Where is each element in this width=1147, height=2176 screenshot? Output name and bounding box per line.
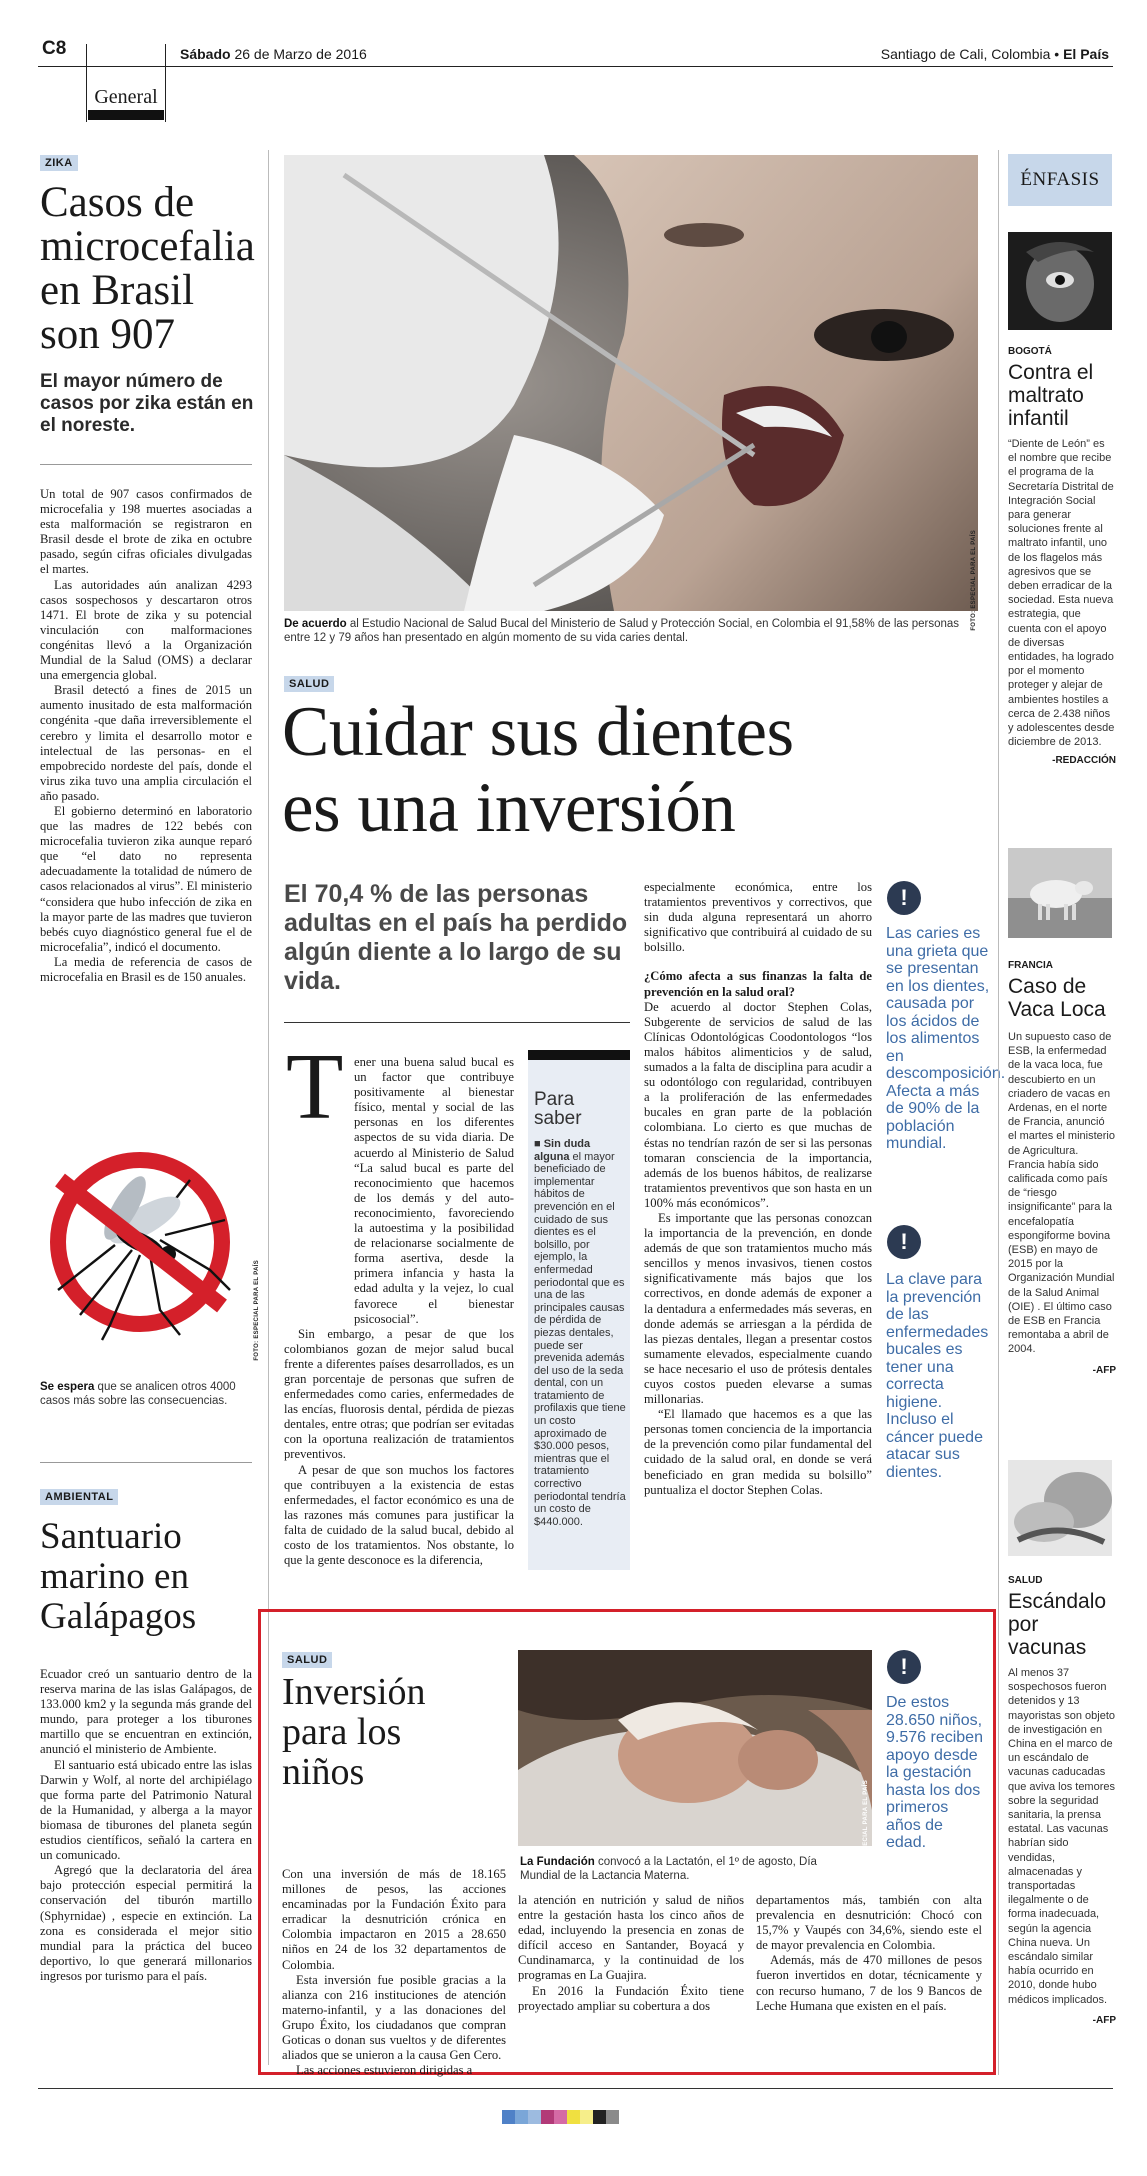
sidebar-item-bogota [1008,346,1116,766]
section-label: General [94,86,158,108]
color-swatch [580,2110,593,2124]
ninos-kicker: SALUD [282,1652,332,1668]
sidebar-headline [1008,361,1116,430]
paragraph: De acuerdo al doctor Stephen Colas, Subgerente de servicios de salud de las Clínicas Odontológicas Coodontologos “los malos hábitos alimenticios y de salud, sumados a la falta de disciplina para acudir a su odontólogo con regularidad, contribuyen a la proliferación de las enfermedades bucales en gran parte de la población colombiana. Lo cierto es que muchas de éstas no tendrían razón de ser si las personas tomaran consciencia de la importancia, además de los buenos hábitos, de realizarse tratamientos preventivos que son hasta en un 100% más económicos”. [644,999,872,1210]
child-photo [1008,232,1112,330]
color-swatch [567,2110,580,2124]
caption-text: al Estudio Nacional de Salud Bucal del Ministerio de Salud y Protección Social, en Colombia el 91,58% de las personas entre 12 y 79 años han presentado en algún momento de su vida caries dental. [284,618,960,644]
paper-name: El País [1063,46,1109,62]
divider [40,1462,252,1463]
header-place [881,46,1109,62]
main-headline-line: es una inversión [282,769,736,847]
caption-text: que se analicen otros 4000 casos más sobre las consecuencias. [40,1381,236,1407]
dental-photo [284,155,978,611]
paragraph: departamentos más, también con alta prevalencia en desnutrición: Chocó con 15,7% y Vaupés con 34,6%, siendo este el de mayor prevalencia en Colombia. [756,1893,982,1953]
registration-color-bar [502,2110,619,2124]
sidebar-sign: -REDACCIÓN [1052,755,1116,767]
cow-photo [1008,848,1112,938]
ninos-headline-line: Inversión [282,1671,426,1713]
main-headline [282,694,1002,846]
paragraph [284,1055,514,1327]
sidebar-sign: -AFP [1092,2014,1116,2026]
sidebar-headline-line: Escándalo [1008,1590,1107,1613]
caption-lead: Se espera [40,1381,95,1393]
paragraph: El gobierno determinó en laboratorio que las madres de 122 bebés con microcefalia tuvieron zika aunque reparó que “el dato no representa adecuadamente la totalidad de número de casos relacionados al virus”. El ministerio “considera que hubo infección de zika en la mayor parte de las madres que tuvieron bebés cuyo diagnóstico general fue el de microcefalia”, indicó el documento. [40,803,252,954]
ninos-headline-line: niños [282,1751,365,1793]
paragraph: Las acciones estuvieron dirigidas a [296,2063,473,2078]
para-saber-lead: Sin duda alguna [534,1138,591,1163]
zika-article [40,153,268,437]
paragraph: Agregó que la declaratoria del área bajo protección especial permitirá la conservación del tiburón martillo (Sphyrnidae) , especie en extinción. La zona es considerada el mejor sitio mundial para la práctica del buceo deportivo, lo que generará millonarios ingresos por turismo para el país. [40,1863,252,1983]
sidebar-headline-line: vacunas [1008,1636,1087,1659]
paragraph: A pesar de que son muchos los factores que contribuyen a la existencia de estas enfermedades, el factor económico es una de las razones más comunes para justificar la falta de cuidado de la salud bucal, debido al costo de los tratamientos. Nos obstante, lo que la gente desconoce es la diferencia, [284,1462,514,1568]
footer-rule [38,2088,1113,2089]
zika-body [40,487,252,985]
paragraph: El santuario está ubicado entre las islas Darwin y Wolf, al norte del archipiélago que forma parte del Patrimonio Natural de la Humanidad, y alberga a la mayor biomasa de tiburones del planeta según estudios científicos, señaló la cartera en un comunicado. [40,1757,252,1863]
sidebar-headline-line: Contra el [1008,361,1094,384]
paragraph: Un total de 907 casos confirmados de microcefalia y 198 muertes asociadas a esta malformación se registraron en Brasil desde el brote de zika en octubre pasado, según cifras oficiales divulgadas el martes. [40,487,252,577]
ninos-col1 [282,1867,506,2078]
sidebar-headline-line: por [1008,1613,1039,1636]
color-swatch [541,2110,554,2124]
section-bar [88,110,164,120]
galapagos-headline-line: Galápagos [40,1596,197,1637]
paragraph: especialmente económica, entre los tratamientos preventivos y correctivos, que sin duda alguna representará un ahorro significativo que contribuirá al cuidado de su bolsillo. [644,880,872,955]
para-saber-body: el mayor beneficiado de implementar hábitos de prevención en el cuidado de sus dientes es el bolsillo, por ejemplo, la enfermedad periodontal que es una de las principales causas de pérdida de piezas dentales, puede ser prevenida además del uso de la seda dental, con un tratamiento de profilaxis que tiene un costo aproximado de $30.000 pesos, mientras que el tratamiento correctivo periodontal tendría un costo de $440.000. [534,1150,626,1528]
alert-icon: ! [887,881,921,915]
paragraph: Las autoridades aún analizan 4293 casos sospechosos y descartaron otros 1471. El brote de zika y su potencial vinculación con malformaciones congénitas llevó a la Organización Mundial de la Salud (OMS) a declarar una emergencia global. [40,577,252,683]
column-divider [998,150,999,2075]
paragraph: Sin embargo, a pesar de que los colombianos gozan de mejor salud bucal frente a diferentes países desarrollados, es un gran porcentaje de personas que sufren de enfermedades como caries, enfermedades de las encías, fluorosis dental, pérdida de piezas dentales, entre otras; que podrían ser evitadas con la oportuna realización de tratamientos preventivos. [284,1326,514,1462]
header-date [180,46,367,62]
main-col1 [284,1055,514,1568]
color-swatch [554,2110,567,2124]
mosquito-credit: FOTO: ESPECIAL PARA EL PAÍS [254,1260,260,1361]
sidebar-headline-line: Vaca Loca [1008,998,1106,1021]
sidebar-headline-line: Caso de [1008,975,1087,998]
paragraph: Con una inversión de más de 18.165 millones de pesos, las acciones encaminadas por la Fundación Éxito para erradicar la desnutrición crónica en Colombia impactaron en 2015 a 28.650 niños en 24 de los 32 departamentos de Colombia. [282,1867,506,1972]
zika-headline-line: son 907 [40,311,175,358]
paragraph: La media de referencia de casos de microcefalia en Brasil es de 150 anuales. [40,954,252,984]
ninos-kicker-wrap [282,1650,332,1668]
color-swatch [606,2110,619,2124]
galapagos-body [40,1667,252,1984]
paragraph: Además, más de 470 millones de pesos fueron invertidos en dotar, técnicamente y con recurso humano, 7 de los 9 Bancos de Leche Humana que existen en el país. [756,1953,982,2013]
paragraph: Es importante que las personas conozcan la importancia de la prevención, en donde además de que son tratamientos mucho más sencillos y menos invasivos, tienen costos significativamente más bajos que los correctivos, en donde además de exponer a la dentadura a enfermedades más severas, en donde además se arriesgan a la pérdida de las piezas dentales, llegan a presentar costos sumamente elevados, especialmente cuando se hace necesario el uso de prótesis dentales cuyos costos pueden elevarse a sumas millonarias. [644,1210,872,1407]
mosquito-caption [40,1380,258,1408]
color-swatch [515,2110,528,2124]
sidebar-sign: -AFP [1092,1364,1116,1376]
enfasis-title: ÉNFASIS [1008,154,1112,206]
date-rest: 26 de Marzo de 2016 [234,46,367,62]
para-saber-bar [528,1050,630,1060]
page-number: C8 [42,38,67,59]
ninos-col3 [756,1893,982,2014]
callout-caries: Las caries es una grieta que se presentan en los dientes, causada por los ácidos de los alimentos en descomposición. Afecta a más de 90% de la población mundial. [886,925,1006,1152]
caption-lead: De acuerdo [284,618,347,630]
sidebar-item-francia [1008,960,1116,1376]
mosquito-image [40,1140,252,1350]
subhead-question: ¿Cómo afecta a sus finanzas la falta de prevención en la salud oral? [644,969,872,999]
baby-photo-credit: FOTO: ESPECIAL PARA EL PAÍS [863,1780,869,1881]
header-rule [38,66,1113,67]
galapagos-kicker: AMBIENTAL [40,1489,118,1505]
divider [284,1022,630,1023]
paragraph: Esta inversión fue posible gracias a la alianza con 216 instituciones de atención materno-infantil, y a las donaciones del Grupo Éxito, los ciudadanos que compran Goticas o donan sus vueltos y de diferentes aliados que se unieron a la causa Gen Cero. [282,1972,506,2063]
callout-higiene: La clave para la prevención de las enfermedades bucales es tener una correcta higiene. Incluso el cáncer puede atacar sus dientes. [886,1271,989,1481]
galapagos-headline [40,1517,268,1637]
main-deck: El 70,4 % de las personas adultas en el país ha perdido algún diente a lo largo de su vida. [284,880,628,995]
dental-photo-credit: FOTO: ESPECIAL PARA EL PAÍS [971,530,977,631]
sidebar-headline-line: infantil [1008,407,1069,430]
date-weekday: Sábado [180,46,231,62]
alert-icon: ! [887,1225,921,1259]
sidebar-kicker: BOGOTÁ [1008,346,1052,357]
sidebar-headline [1008,1590,1116,1659]
galapagos-article [40,1487,268,1637]
divider [40,464,252,465]
zika-headline-line: Casos de [40,179,195,226]
main-col3 [644,880,872,1498]
zika-headline-line: en Brasil [40,267,195,314]
ninos-col2 [518,1893,744,2014]
sidebar-kicker: FRANCIA [1008,960,1053,971]
para-saber-title: Para saber [534,1089,582,1129]
color-swatch [528,2110,541,2124]
zika-headline-line: microcefalia [40,223,255,270]
main-headline-line: Cuidar sus dientes [282,693,794,771]
sidebar-body: Al menos 37 sospechosos fueron detenidos y 13 mayoristas son objeto de investigación en China en el marco de un escándalo de vacunas caducadas que aviva los temores sobre la seguridad sanitaria, la prensa estatal. Las vacunas habrían sido vendidas, almacenadas y transportadas ilegalmente o de forma inadecuada, según la agencia China nueva. Un escándalo similar había ocurrido en 2010, donde hubo médicos implicados. [1008,1667,1115,2006]
place-text: Santiago de Cali, Colombia • [880,46,1064,62]
para-saber-text: ■ Sin duda alguna el mayor beneficiado de implementar hábitos de prevención en el cuidado de sus dientes es el bolsillo, por ejemplo, la enfermedad periodontal que es una de las principales causas de pérdida de piezas dentales, puede ser prevenida además del uso de la seda dental, con un tratamiento de profilaxis que tiene un costo aproximado de $30.000 pesos, mientras que el tratamiento correctivo periodontal tendría un costo de $440.000. [534,1138,626,1528]
paragraph-text: ener una buena salud bucal es un factor que contribuye positivamente al bienestar físico, mental y social de las personas en los diferentes aspectos de su vida diaria. De acuerdo al Ministerio de Salud “La salud bucal es parte del reconocimiento que hacemos de los demás y del auto-reconocimiento, favoreciendo la autoestima y la posibilidad de relacionarse socialmente de forma asertiva, desde la primera infancia y hasta la edad adulta y la vejez, lo cual favorece el bienestar psicosocial”. [354,1055,514,1326]
alert-icon: ! [887,1650,921,1684]
caption-text: convocó a la Lactatón, el 1º de agosto, Día Mundial de la Lactancia Materna. [520,1856,817,1882]
vaccine-photo [1008,1460,1112,1556]
paragraph: Brasil detectó a fines de 2015 un aumento inusitado de esta malformación congénita -que daña irreversiblemente el cerebro y limita el desarrollo motor e intelectual de las personas- en el empobrecido nordeste del país, donde el virus zika tuvo una amplia circulación el año pasado. [40,683,252,803]
caption-lead: La Fundación [520,1856,595,1868]
drop-cap: T [286,1035,344,1139]
zika-headline [40,181,268,357]
zika-kicker: ZIKA [40,155,78,171]
ninos-headline [282,1672,502,1792]
callout-ninos: De estos 28.650 niños, 9.576 reciben apoyo desde la gestación hasta los dos primeros años de edad. [886,1694,983,1851]
galapagos-headline-line: Santuario [40,1516,182,1557]
main-kicker-wrap [284,674,334,692]
sidebar-body: Un supuesto caso de ESB, la enfermedad de la vaca loca, fue descubierto en un criadero de vacas en Ardenas, en el norte de Francia, anunció el martes el ministerio de Agricultura. Francia había sido calificada como país de “riesgo insignificante” para la encefalopatía espongiforme bovina (ESB) en mayo de 2015 por la Organización Mundial de la Salud Animal (OIE) . El último caso de ESB en Francia remontaba a abril de 2004. [1008,1031,1115,1356]
paragraph: Ecuador creó un santuario dentro de la reserva marina de las islas Galápagos, de 133.000 km2 y la segunda más grande del mundo, para proteger a los tiburones martillo que se encuentran en extinción, anunció el ministerio de Ambiente. [40,1667,252,1757]
color-swatch [502,2110,515,2124]
baby-photo [518,1650,872,1846]
sidebar-item-salud [1008,1575,1116,2026]
paragraph: “El llamado que hacemos es a que las personas tomen conciencia de la importancia de la prevención como pilar fundamental del cuidado de la salud oral, en donde se verá beneficiado en gran medida su bolsillo” puntualiza el doctor Stephen Colas. [644,1407,872,1497]
dental-photo-caption [284,617,984,645]
sidebar-body: “Diente de León” es el nombre que recibe el programa de la Secretaría Distrital de Integración Social para generar soluciones frente al maltrato infantil, uno de los flagelos más agresivos que se deben erradicar de la sociedad. Esta nueva estrategia, que cuenta con el apoyo de diversas entidades, ha logrado por el momento proteger y alejar de ambientes hostiles a cerca de 2.438 niños y adolescentes desde diciembre de 2013. [1008,438,1115,749]
color-swatch [593,2110,606,2124]
ninos-headline-line: para los [282,1711,402,1753]
main-kicker: SALUD [284,676,334,692]
zika-deck: El mayor número de casos por zika están en el noreste. [40,371,254,436]
paragraph: En 2016 la Fundación Éxito tiene proyectado ampliar su cobertura a dos [518,1983,744,2013]
sidebar-headline [1008,975,1116,1021]
galapagos-headline-line: marino en [40,1556,189,1597]
sidebar-kicker: SALUD [1008,1575,1043,1586]
baby-photo-caption [520,1855,860,1883]
paragraph: la atención en nutrición y salud de niños entre la gestación hasta los cinco años de edad, incluyendo la presencia en zonas de difícil acceso en Santander, Boyacá y Cundinamarca, y la continuidad de los programas en La Guajira. [518,1893,744,1983]
sidebar-headline-line: maltrato [1008,384,1084,407]
